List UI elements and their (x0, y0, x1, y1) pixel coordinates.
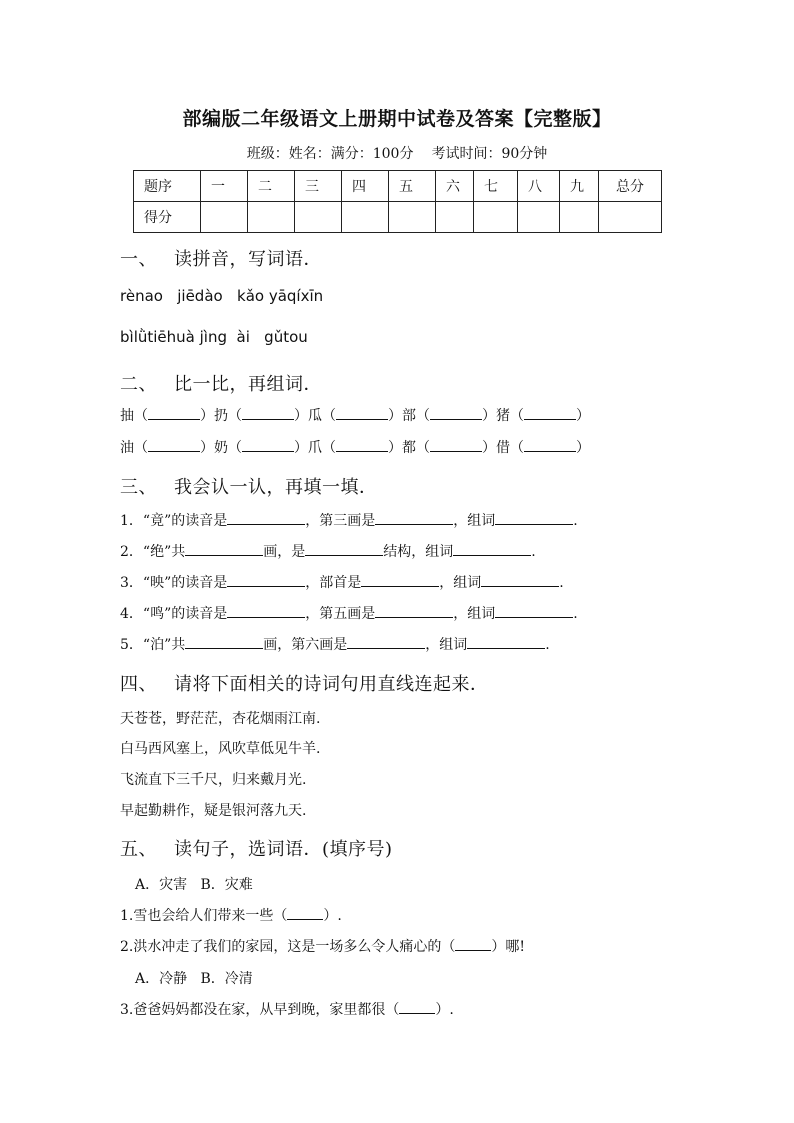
question-text: ）. (323, 908, 342, 924)
page-title: 部编版二年级语文上册期中试卷及答案【完整版】 (182, 108, 612, 130)
answer-blank[interactable] (375, 510, 453, 525)
section-heading (120, 370, 322, 396)
answer-blank[interactable] (524, 437, 576, 452)
question-text: . (573, 513, 578, 529)
compare-row (120, 437, 590, 457)
pinyin-line: rènao jiēdào kǎo yāqíxīn (120, 287, 324, 305)
answer-blank[interactable] (305, 541, 383, 556)
score-header-cell: 六 (436, 171, 474, 202)
answer-blank[interactable] (242, 437, 294, 452)
fill-question (120, 510, 578, 530)
score-header-cell: 四 (342, 171, 389, 202)
score-header-cell: 七 (474, 171, 518, 202)
question-text: 画，是 (263, 544, 306, 560)
fill-question (120, 541, 536, 561)
answer-blank[interactable] (453, 541, 531, 556)
compare-row (120, 405, 590, 425)
compare-text: ）借（ (482, 440, 524, 456)
score-cell[interactable] (518, 202, 560, 233)
section-title: 读句子，选词语．(填序号) (174, 839, 393, 860)
answer-blank[interactable] (227, 572, 305, 587)
score-header-cell: 三 (295, 171, 342, 202)
fill-question (120, 634, 550, 654)
score-header-cell: 九 (560, 171, 599, 202)
question-text: 1．“竟”的读音是 (120, 513, 228, 529)
compare-text: ）瓜（ (294, 408, 336, 424)
question-text: 3.爸爸妈妈都没在家，从早到晚，家里都很（ (120, 1002, 400, 1018)
poem-line: 早起勤耕作，疑是银河落九天. (120, 803, 307, 819)
section-title: 比一比，再组词． (174, 374, 322, 395)
poem-line: 天苍苍，野茫茫，杏花烟雨江南. (120, 711, 321, 727)
question-text: ，第五画是 (305, 606, 376, 622)
section-number: 二、 (120, 374, 157, 395)
answer-blank[interactable] (430, 437, 482, 452)
question-text: 画，第六画是 (263, 637, 348, 653)
section-heading (120, 245, 322, 271)
score-row-label: 得分 (134, 202, 201, 233)
score-header-cell: 题序 (134, 171, 201, 202)
answer-blank[interactable] (495, 510, 573, 525)
score-cell[interactable] (248, 202, 295, 233)
answer-blank[interactable] (185, 634, 263, 649)
answer-blank[interactable] (185, 541, 263, 556)
question-text: ，组词 (439, 575, 482, 591)
answer-blank[interactable] (375, 603, 453, 618)
score-cell[interactable] (295, 202, 342, 233)
score-row (134, 202, 662, 233)
question-text: 5．“泊”共 (120, 637, 186, 653)
question-text: . (545, 637, 550, 653)
score-table (133, 170, 662, 233)
compare-text: ）爪（ (294, 440, 336, 456)
compare-text: ） (576, 408, 590, 424)
poem-line: 飞流直下三千尺，归来戴月光. (120, 772, 307, 788)
question-text: ）. (435, 1002, 454, 1018)
question-text: ，组词 (425, 637, 468, 653)
choice-question (120, 905, 342, 925)
compare-text: ）奶（ (200, 440, 242, 456)
answer-blank[interactable] (399, 999, 435, 1014)
section-title: 请将下面相关的诗词句用直线连起来． (174, 674, 489, 695)
score-cell[interactable] (436, 202, 474, 233)
question-text: 2．“绝”共 (120, 544, 186, 560)
answer-blank[interactable] (148, 437, 200, 452)
question-text: 3．“映”的读音是 (120, 575, 228, 591)
exam-info (0, 143, 794, 163)
compare-text: ）扔（ (200, 408, 242, 424)
answer-blank[interactable] (481, 572, 559, 587)
score-cell[interactable] (599, 202, 662, 233)
choice-question (120, 999, 454, 1019)
answer-blank[interactable] (455, 936, 491, 951)
score-header-cell: 八 (518, 171, 560, 202)
section-title: 我会认一认，再填一填． (174, 477, 378, 498)
score-header-row (134, 171, 662, 202)
compare-text: 抽（ (120, 408, 148, 424)
compare-text: ） (576, 440, 590, 456)
score-header-cell: 二 (248, 171, 295, 202)
exam-info-left: 班级：姓名：满分：100分 (246, 146, 414, 162)
score-cell[interactable] (201, 202, 248, 233)
fill-question (120, 603, 578, 623)
question-text: . (573, 606, 578, 622)
pinyin-line: bìlǜtiēhuà jìng ài gǔtou (120, 328, 308, 346)
poem-line: 白马西风塞上，风吹草低见牛羊. (120, 741, 321, 757)
question-text: ，组词 (453, 513, 496, 529)
compare-text: ）部（ (388, 408, 430, 424)
compare-text: 油（ (120, 440, 148, 456)
answer-blank[interactable] (227, 603, 305, 618)
answer-blank[interactable] (361, 572, 439, 587)
question-text: ，部首是 (305, 575, 362, 591)
score-cell[interactable] (474, 202, 518, 233)
section-number: 一、 (120, 249, 157, 270)
section-title: 读拼音，写词语． (174, 249, 322, 270)
section-heading (120, 473, 378, 499)
question-text: 4．“鸣”的读音是 (120, 606, 228, 622)
answer-blank[interactable] (336, 405, 388, 420)
question-text: ，第三画是 (305, 513, 376, 529)
choice-options: A．冷静 B．冷清 (135, 971, 253, 987)
score-cell[interactable] (342, 202, 389, 233)
answer-blank[interactable] (430, 405, 482, 420)
section-number: 四、 (120, 674, 157, 695)
question-text: 结构，组词 (383, 544, 454, 560)
section-number: 五、 (120, 839, 157, 860)
answer-blank[interactable] (347, 634, 425, 649)
score-header-cell: 总分 (599, 171, 662, 202)
question-text: ，组词 (453, 606, 496, 622)
compare-text: ）都（ (388, 440, 430, 456)
answer-blank[interactable] (242, 405, 294, 420)
score-cell[interactable] (389, 202, 436, 233)
compare-text: ）猪（ (482, 408, 524, 424)
answer-blank[interactable] (148, 405, 200, 420)
answer-blank[interactable] (336, 437, 388, 452)
choice-question (120, 936, 525, 956)
answer-blank[interactable] (495, 603, 573, 618)
section-heading (120, 835, 393, 861)
exam-info-right: 考试时间：90分钟 (431, 146, 548, 162)
section-number: 三、 (120, 477, 157, 498)
question-text: 2.洪水冲走了我们的家园，这是一场多么令人痛心的（ (120, 939, 456, 955)
section-heading (120, 670, 489, 696)
choice-options: A．灾害 B．灾难 (135, 877, 253, 893)
score-cell[interactable] (560, 202, 599, 233)
question-text: ）哪! (491, 939, 525, 955)
question-text: . (531, 544, 536, 560)
answer-blank[interactable] (524, 405, 576, 420)
question-text: . (559, 575, 564, 591)
question-text: 1.雪也会给人们带来一些（ (120, 908, 288, 924)
answer-blank[interactable] (467, 634, 545, 649)
fill-question (120, 572, 564, 592)
score-header-cell: 五 (389, 171, 436, 202)
score-header-cell: 一 (201, 171, 248, 202)
answer-blank[interactable] (227, 510, 305, 525)
answer-blank[interactable] (287, 905, 323, 920)
